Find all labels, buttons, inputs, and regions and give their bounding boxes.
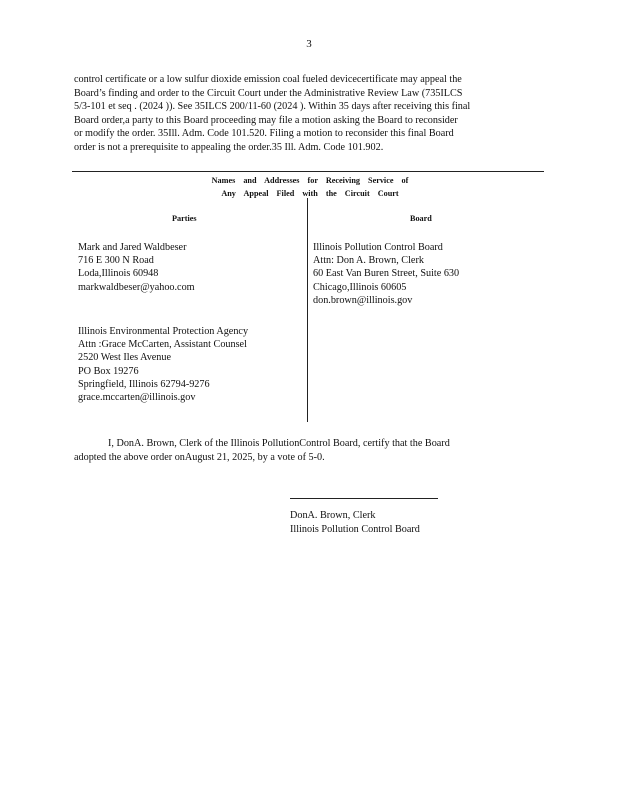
paragraph-line: control certificate or a low sulfur dioxide emission coal fueled devicecertificate may appeal the: [74, 74, 462, 85]
address-line: Attn :Grace McCarten, Assistant Counsel: [78, 339, 247, 351]
email-address: markwaldbeser@yahoo.com: [78, 281, 195, 293]
signer-organization: Illinois Pollution Control Board: [290, 524, 420, 535]
heading-line: Any Appeal Filed with the Circuit Court: [221, 189, 399, 198]
signer-name: DonA. Brown, Clerk: [290, 510, 376, 521]
board-column-header: Board: [410, 214, 432, 223]
signature-block: [290, 509, 420, 537]
address-line: Loda,Illinois 60948: [78, 268, 159, 280]
section-divider: [72, 171, 544, 172]
board-address: [313, 241, 459, 307]
paragraph-line: Board’s finding and order to the Circuit Court under the Administrative Review Law (735ILCS: [74, 87, 463, 99]
service-table-heading: [160, 174, 460, 200]
party-address-iepa: [78, 325, 248, 404]
party-address-waldbeser: [78, 241, 195, 294]
address-line: 716 E 300 N Road: [78, 255, 154, 267]
address-line: Attn: Don A. Brown, Clerk: [313, 255, 424, 267]
email-address: grace.mccarten@illinois.gov: [78, 392, 196, 404]
page-number: 3: [306, 38, 312, 50]
appeal-paragraph: [74, 73, 540, 155]
paragraph-line: Board order,a party to this Board proceeding may file a motion asking the Board to reconsider: [74, 114, 458, 126]
certification-line: adopted the above order onAugust 21, 2025, by a vote of 5-0.: [74, 452, 325, 463]
signature-line: [290, 498, 438, 499]
address-line: Mark and Jared Waldbeser: [78, 242, 187, 253]
address-line: PO Box 19276: [78, 365, 139, 377]
paragraph-line: or modify the order. 35Ill. Adm. Code 101.520. Filing a motion to reconsider this final Board: [74, 128, 454, 140]
email-address: don.brown@illinois.gov: [313, 294, 413, 306]
column-divider: [307, 198, 308, 422]
address-line: 60 East Van Buren Street, Suite 630: [313, 268, 460, 280]
address-line: Illinois Environmental Protection Agency: [78, 326, 249, 337]
address-line: Chicago,Illinois 60605: [313, 281, 407, 293]
certification-paragraph: [74, 437, 544, 465]
paragraph-line: order is not a prerequisite to appealing the order.35 Ill. Adm. Code 101.902.: [74, 141, 384, 153]
address-line: Springfield, Illinois 62794-9276: [78, 378, 210, 390]
heading-line: Names and Addresses for Receiving Service of: [211, 176, 409, 185]
parties-column-header: Parties: [172, 214, 197, 223]
certification-line: I, DonA. Brown, Clerk of the Illinois PollutionControl Board, certify that the Board: [108, 438, 450, 449]
paragraph-line: 5/3-101 et seq . (2024 )). See 35ILCS 200/11-60 (2024 ). Within 35 days after receiving this final: [74, 101, 471, 113]
address-line: Illinois Pollution Control Board: [313, 242, 443, 253]
address-line: 2520 West Iles Avenue: [78, 352, 172, 364]
